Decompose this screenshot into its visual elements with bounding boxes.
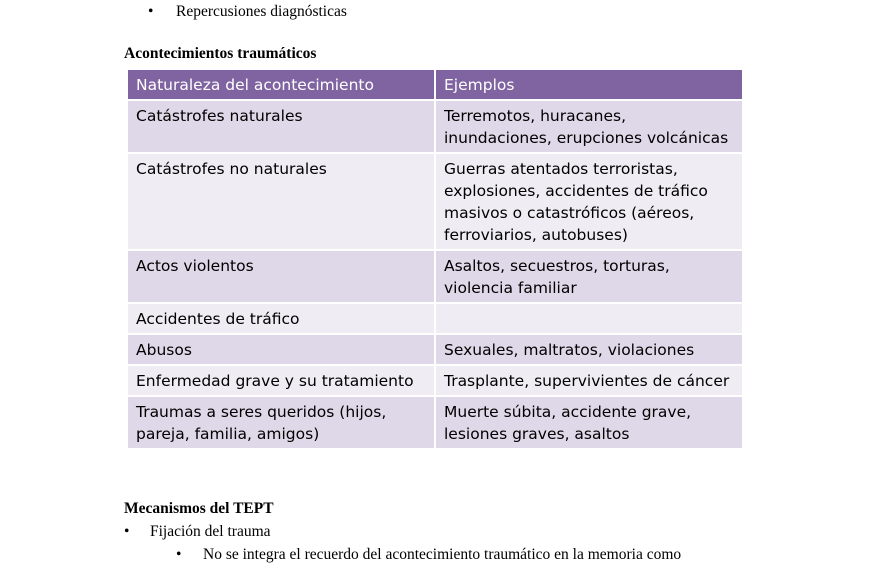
table-row: [127, 303, 743, 334]
section-heading-traumatic-events: Acontecimientos traumáticos: [124, 45, 317, 62]
bullet-text: No se integra el recuerdo del acontecimiento traumático en la memoria como: [203, 546, 682, 563]
table-header-row: [127, 69, 743, 100]
table-row: [127, 396, 743, 449]
table-cell-examples: Asaltos, secuestros, torturas, violencia familiar: [435, 250, 743, 303]
table-row: [127, 100, 743, 153]
table-cell-nature: Enfermedad grave y su tratamiento: [127, 365, 435, 396]
traumatic-events-table: [126, 68, 744, 450]
top-bullet-item: [148, 2, 347, 22]
bullet-marker: •: [124, 523, 130, 540]
table-cell-nature: Accidentes de tráfico: [127, 303, 435, 334]
table-cell-nature: Catástrofes naturales: [127, 100, 435, 153]
table-cell-examples: Terremotos, huracanes, inundaciones, erupciones volcánicas: [435, 100, 743, 153]
table-cell-examples: Trasplante, supervivientes de cáncer: [435, 365, 743, 396]
table-cell-nature: Catástrofes no naturales: [127, 153, 435, 250]
table-cell-nature: Abusos: [127, 334, 435, 365]
table-cell-nature: Traumas a seres queridos (hijos, pareja, familia, amigos): [127, 396, 435, 449]
sub-bullet-item: [176, 545, 681, 565]
table-cell-nature: Actos violentos: [127, 250, 435, 303]
table-cell-examples: Muerte súbita, accidente grave, lesiones graves, asaltos: [435, 396, 743, 449]
bullet-marker: •: [176, 546, 182, 563]
table-cell-examples: Sexuales, maltratos, violaciones: [435, 334, 743, 365]
column-header-nature: Naturaleza del acontecimiento: [127, 69, 435, 100]
table-row: [127, 250, 743, 303]
table-row: [127, 153, 743, 250]
table-row: [127, 334, 743, 365]
column-header-examples: Ejemplos: [435, 69, 743, 100]
bullet-text: Fijación del trauma: [150, 523, 271, 540]
bullet-item-fixation: [124, 522, 271, 542]
table-cell-examples: Guerras atentados terroristas, explosiones, accidentes de tráfico masivos o catastróficos (aéreos, ferroviarios, autobuses): [435, 153, 743, 250]
table-cell-examples: [435, 303, 743, 334]
bullet-marker: •: [148, 3, 154, 20]
table-row: [127, 365, 743, 396]
bullet-text: Repercusiones diagnósticas: [176, 3, 347, 20]
section-heading-mechanisms: Mecanismos del TEPT: [124, 500, 274, 517]
